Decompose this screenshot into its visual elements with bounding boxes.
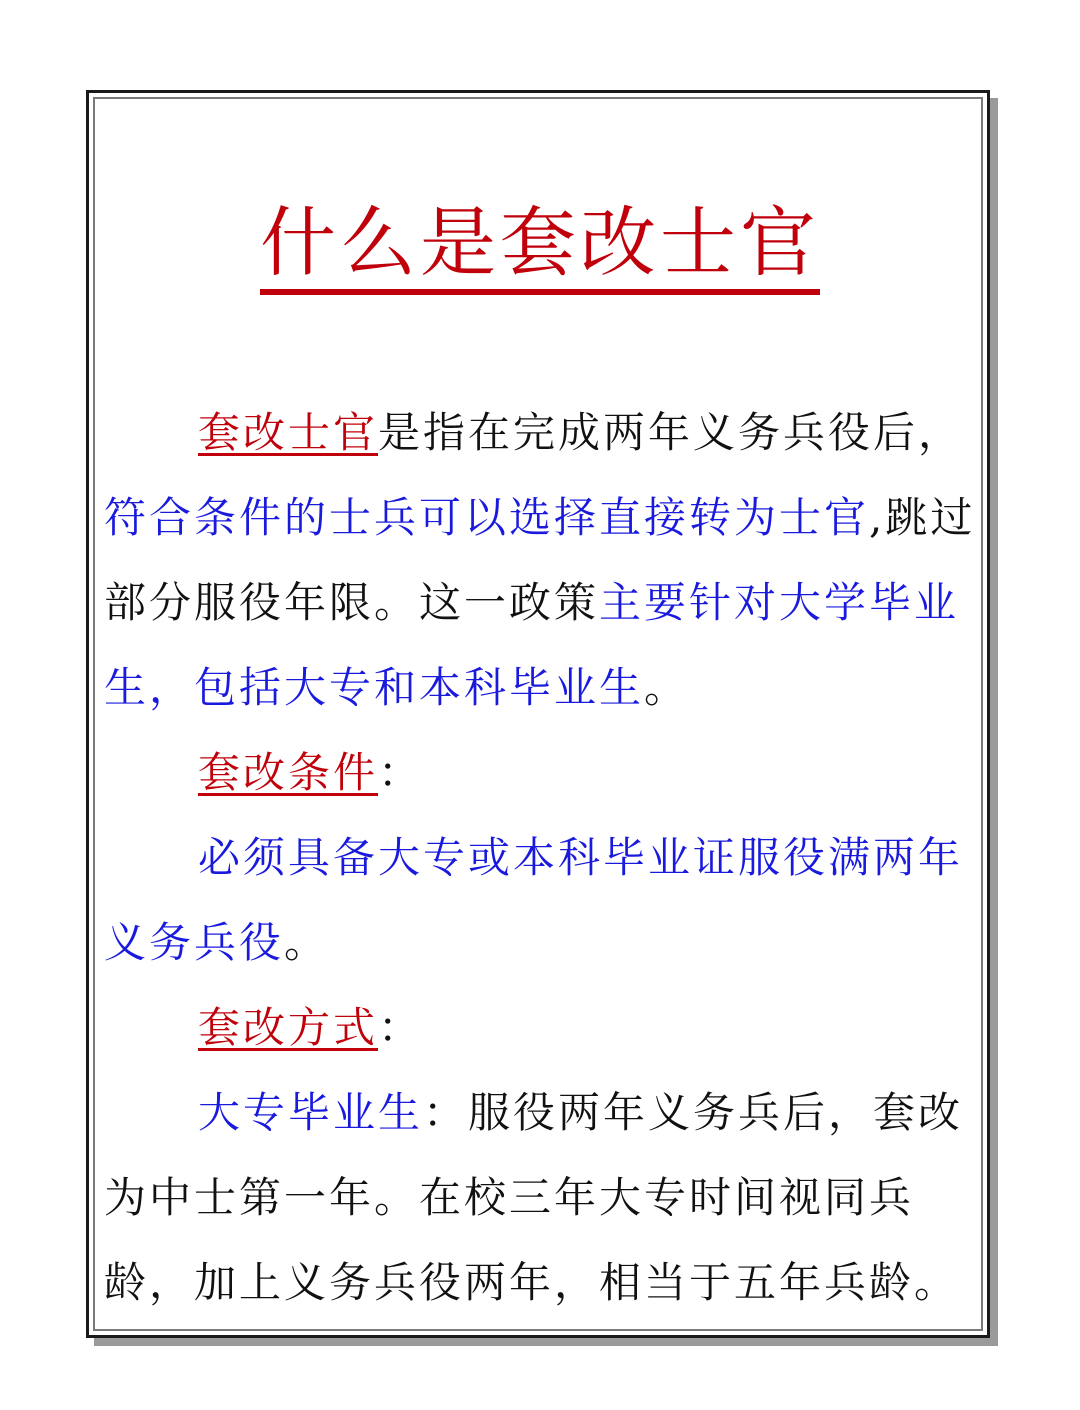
method-heading — [104, 985, 984, 1070]
definition-text-e: 。 — [644, 663, 690, 712]
definition-paragraph — [104, 390, 984, 730]
term-tao-gai-fang-shi: 套改方式 — [198, 1003, 379, 1052]
conditions-heading — [104, 730, 984, 815]
method-paragraph — [104, 1070, 984, 1325]
term-tao-gai-tiao-jian: 套改条件 — [198, 748, 379, 797]
conditions-colon: ： — [378, 748, 424, 797]
conditions-period: 。 — [284, 918, 330, 967]
conditions-paragraph — [104, 815, 984, 985]
conditions-text: 必须具备大专或本科毕业证服役满两年义务兵役 — [104, 833, 964, 967]
method-colon: ： — [378, 1003, 424, 1052]
term-tao-gai-shi-guan: 套改士官 — [198, 408, 379, 457]
definition-text-a: 是指在完成两年义务兵役后， — [378, 408, 964, 457]
method-text: ：服役两年义务兵后，套改为中士第一年。在校三年大专时间视同兵龄，加上义务兵役两年，相当于五年兵龄。 — [104, 1088, 964, 1307]
page-title: 什么是套改士官 — [260, 198, 820, 295]
definition-text-d: 主要针对大学毕业生，包括大专和本科毕业生 — [104, 578, 960, 712]
definition-text-b: 符合条件的士兵可以选择直接转为士官 — [104, 493, 870, 542]
page-title-block — [0, 198, 1080, 288]
method-lead: 大专毕业生 — [198, 1088, 424, 1137]
definition-text-c: ,跳过部分服役年限。这一政策 — [104, 493, 976, 627]
document-body — [104, 390, 984, 1325]
